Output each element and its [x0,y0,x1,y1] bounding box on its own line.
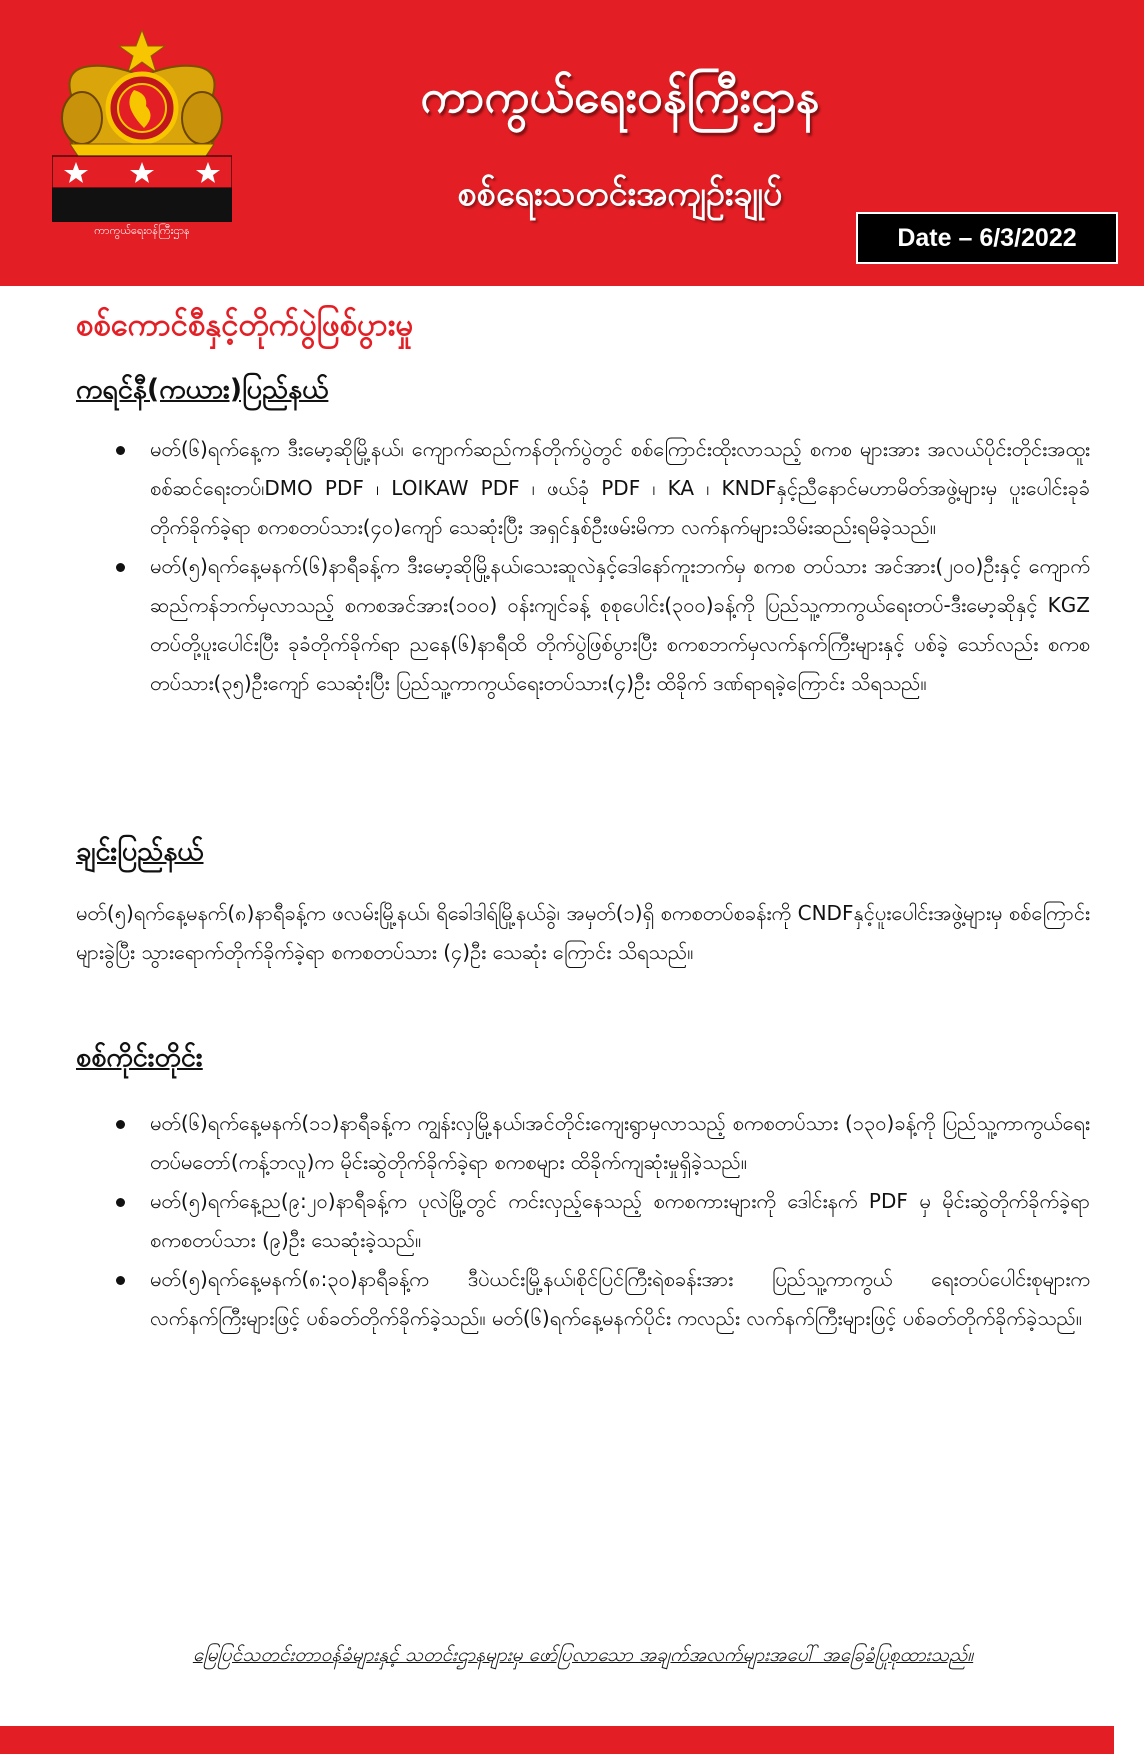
header-banner [0,0,1144,286]
emblem-caption: ကာကွယ်ရေးဝန်ကြီးဌာန [94,224,190,237]
section-title-sagaing: စစ်ကိုင်းတိုင်း [76,1042,203,1073]
sagaing-bullet-list [112,1104,1090,1338]
karenni-bullet-list [112,430,1090,703]
list-item: မတ်(၅)ရက်နေ့မနက်(၆)နာရီခန့်က ဒီးမော့ဆိုမြို့နယ်၊သေးဆူလဲနှင့်ဒေါနော်ကူးဘက်မှ စကစ တပ်သား အင်အား(၂၀၀)ဦးနှင့် ကျောက်ဆည်ကန်ဘက်မှလာသည့် စကစအင်အား(၁၀၀) ဝန်းကျင်ခန့် စုစုပေါင်း(၃၀၀)ခန့်ကို ပြည်သူ့ကာကွယ်ရေးတပ်-ဒီးမော့ဆိုနှင့် KGZ တပ်တို့ပူးပေါင်းပြီး ခုခံတိုက်ခိုက်ရာ ညနေ(၆)နာရီထိ တိုက်ပွဲဖြစ်ပွားပြီး စကစဘက်မှလက်နက်ကြီးများနှင့် ပစ်ခဲ့ သော်လည်း စကစတပ်သား(၃၅)ဦးကျော် သေဆုံးပြီး ပြည်သူ့ကာကွယ်ရေးတပ်သား(၄)ဦး ထိခိုက် ဒဏ်ရာရခဲ့ကြောင်း သိရသည်။ [112,547,1090,703]
list-item: မတ်(၅)ရက်နေ့မနက်(၈:၃၀)နာရီခန့်က ဒီပဲယင်းမြို့နယ်၊စိုင်ပြင်ကြီးရဲစခန်းအား ပြည်သူ့ကာကွယ် ရေးတပ်ပေါင်းစုများက လက်နက်ကြီးများဖြင့် ပစ်ခတ်တိုက်ခိုက်ခဲ့သည်။ မတ်(၆)ရက်နေ့မနက်ပိုင်း ကလည်း လက်နက်ကြီးများဖြင့် ပစ်ခတ်တိုက်ခိုက်ခဲ့သည်။ [112,1260,1090,1338]
source-note: မြေပြင်သတင်းတာဝန်ခံများနှင့် သတင်းဌာနများမှ ဖော်ပြလာသော အချက်အလက်များအပေါ် အခြေခံပြုစုထားသည်။ [192,1644,974,1666]
bulletin-subtitle: စစ်ရေးသတင်းအကျဉ်းချုပ် [457,174,783,214]
list-item: မတ်(၆)ရက်နေ့က ဒီးမော့ဆိုမြို့နယ်၊ ကျောက်ဆည်ကန်တိုက်ပွဲတွင် စစ်ကြောင်းထိုးလာသည့် စကစ များအား အလယ်ပိုင်းတိုင်းအထူးစစ်ဆင်ရေးတပ်၊DMO PDF ၊ LOIKAW PDF ၊ ဖယ်ခုံ PDF ၊ KA ၊ KNDFနှင့်ညီနောင်မဟာမိတ်အဖွဲ့များမှ ပူးပေါင်းခုခံတိုက်ခိုက်ခဲ့ရာ စကစတပ်သား(၄၀)ကျော် သေဆုံးပြီး အရှင်နှစ်ဦးဖမ်းမိကာ လက်နက်များသိမ်းဆည်းရမိခဲ့သည်။ [112,430,1090,547]
emblem-icon [52,28,232,246]
section-title-chin: ချင်းပြည်နယ် [76,836,204,867]
date-badge: Date – 6/3/2022 [856,212,1118,264]
page-title: စစ်ကောင်စီနှင့်တိုက်ပွဲဖြစ်ပွားမှု [76,307,414,343]
ministry-emblem [52,28,232,246]
ministry-title: ကာကွယ်ရေးဝန်ကြီးဌာန [420,69,820,123]
chin-paragraph: မတ်(၅)ရက်နေ့မနက်(၈)နာရီခန့်က ဖလမ်းမြို့နယ်၊ ရိခေါဒါရ်မြို့နယ်ခွဲ၊ အမှတ်(၁)ရှိ စကစတပ်စခန်းကို CNDFနှင့်ပူးပေါင်းအဖွဲ့များမှ စစ်ကြောင်းများခွဲပြီး သွားရောက်တိုက်ခိုက်ခဲ့ရာ စကစတပ်သား (၄)ဦး သေဆုံး ကြောင်း သိရသည်။ [76,901,1090,964]
footer-bar [0,1726,1114,1754]
list-item: မတ်(၅)ရက်နေ့ည(၉:၂၀)နာရီခန့်က ပုလဲမြို့တွင် ကင်းလှည့်နေသည့် စကစကားများကို ဒေါင်းနက် PDF မှ မိုင်းဆွဲတိုက်ခိုက်ခဲ့ရာ စကစတပ်သား (၉)ဦး သေဆုံးခဲ့သည်။ [112,1182,1090,1260]
list-item: မတ်(၆)ရက်နေ့မနက်(၁၁)နာရီခန့်က ကျွန်းလှမြို့နယ်၊အင်တိုင်းကျေးရွာမှလာသည့် စကစတပ်သား (၁၃၀)ခန့်ကို ပြည်သူ့ကာကွယ်ရေးတပ်မတော်(ကန့်ဘလူ)က မိုင်းဆွဲတိုက်ခိုက်ခဲ့ရာ စကစများ ထိခိုက်ကျဆုံးမှုရှိခဲ့သည်။ [112,1104,1090,1182]
section-title-karenni: ကရင်နီ(ကယား)ပြည်နယ် [76,374,329,405]
